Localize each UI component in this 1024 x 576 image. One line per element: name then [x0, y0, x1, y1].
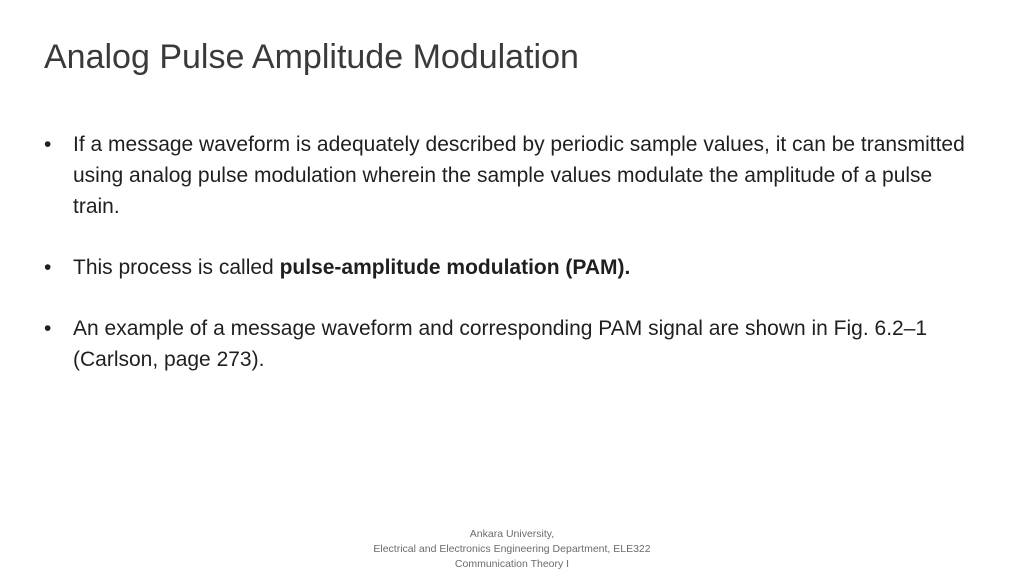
bullet-item-1	[44, 129, 968, 222]
slide-footer	[312, 527, 712, 572]
bullet-text: An example of a message waveform and corresponding PAM signal are shown in Fig. 6.2–1 (Carlson, page 273).	[73, 317, 928, 371]
bullet-text: This process is called	[73, 256, 280, 279]
bullet-item-2	[44, 252, 964, 283]
footer-course: Communication Theory I	[454, 558, 570, 570]
bullet-bold-term: pulse-amplitude modulation (PAM).	[279, 256, 631, 279]
bullet-marker: •	[44, 317, 52, 340]
bullet-marker: •	[44, 256, 52, 279]
bullet-text: If a message waveform is adequately described by periodic sample values, it can be transmitted using analog pulse modulation wherein the sample values modulate the amplitude of a pulse train.	[73, 133, 965, 218]
slide-title: Analog Pulse Amplitude Modulation	[44, 38, 579, 76]
footer-department: Electrical and Electronics Engineering Department, ELE322	[373, 543, 651, 555]
bullet-marker: •	[44, 133, 52, 156]
bullet-list	[44, 129, 964, 405]
bullet-item-3	[44, 313, 933, 375]
footer-university: Ankara University,	[469, 528, 555, 540]
